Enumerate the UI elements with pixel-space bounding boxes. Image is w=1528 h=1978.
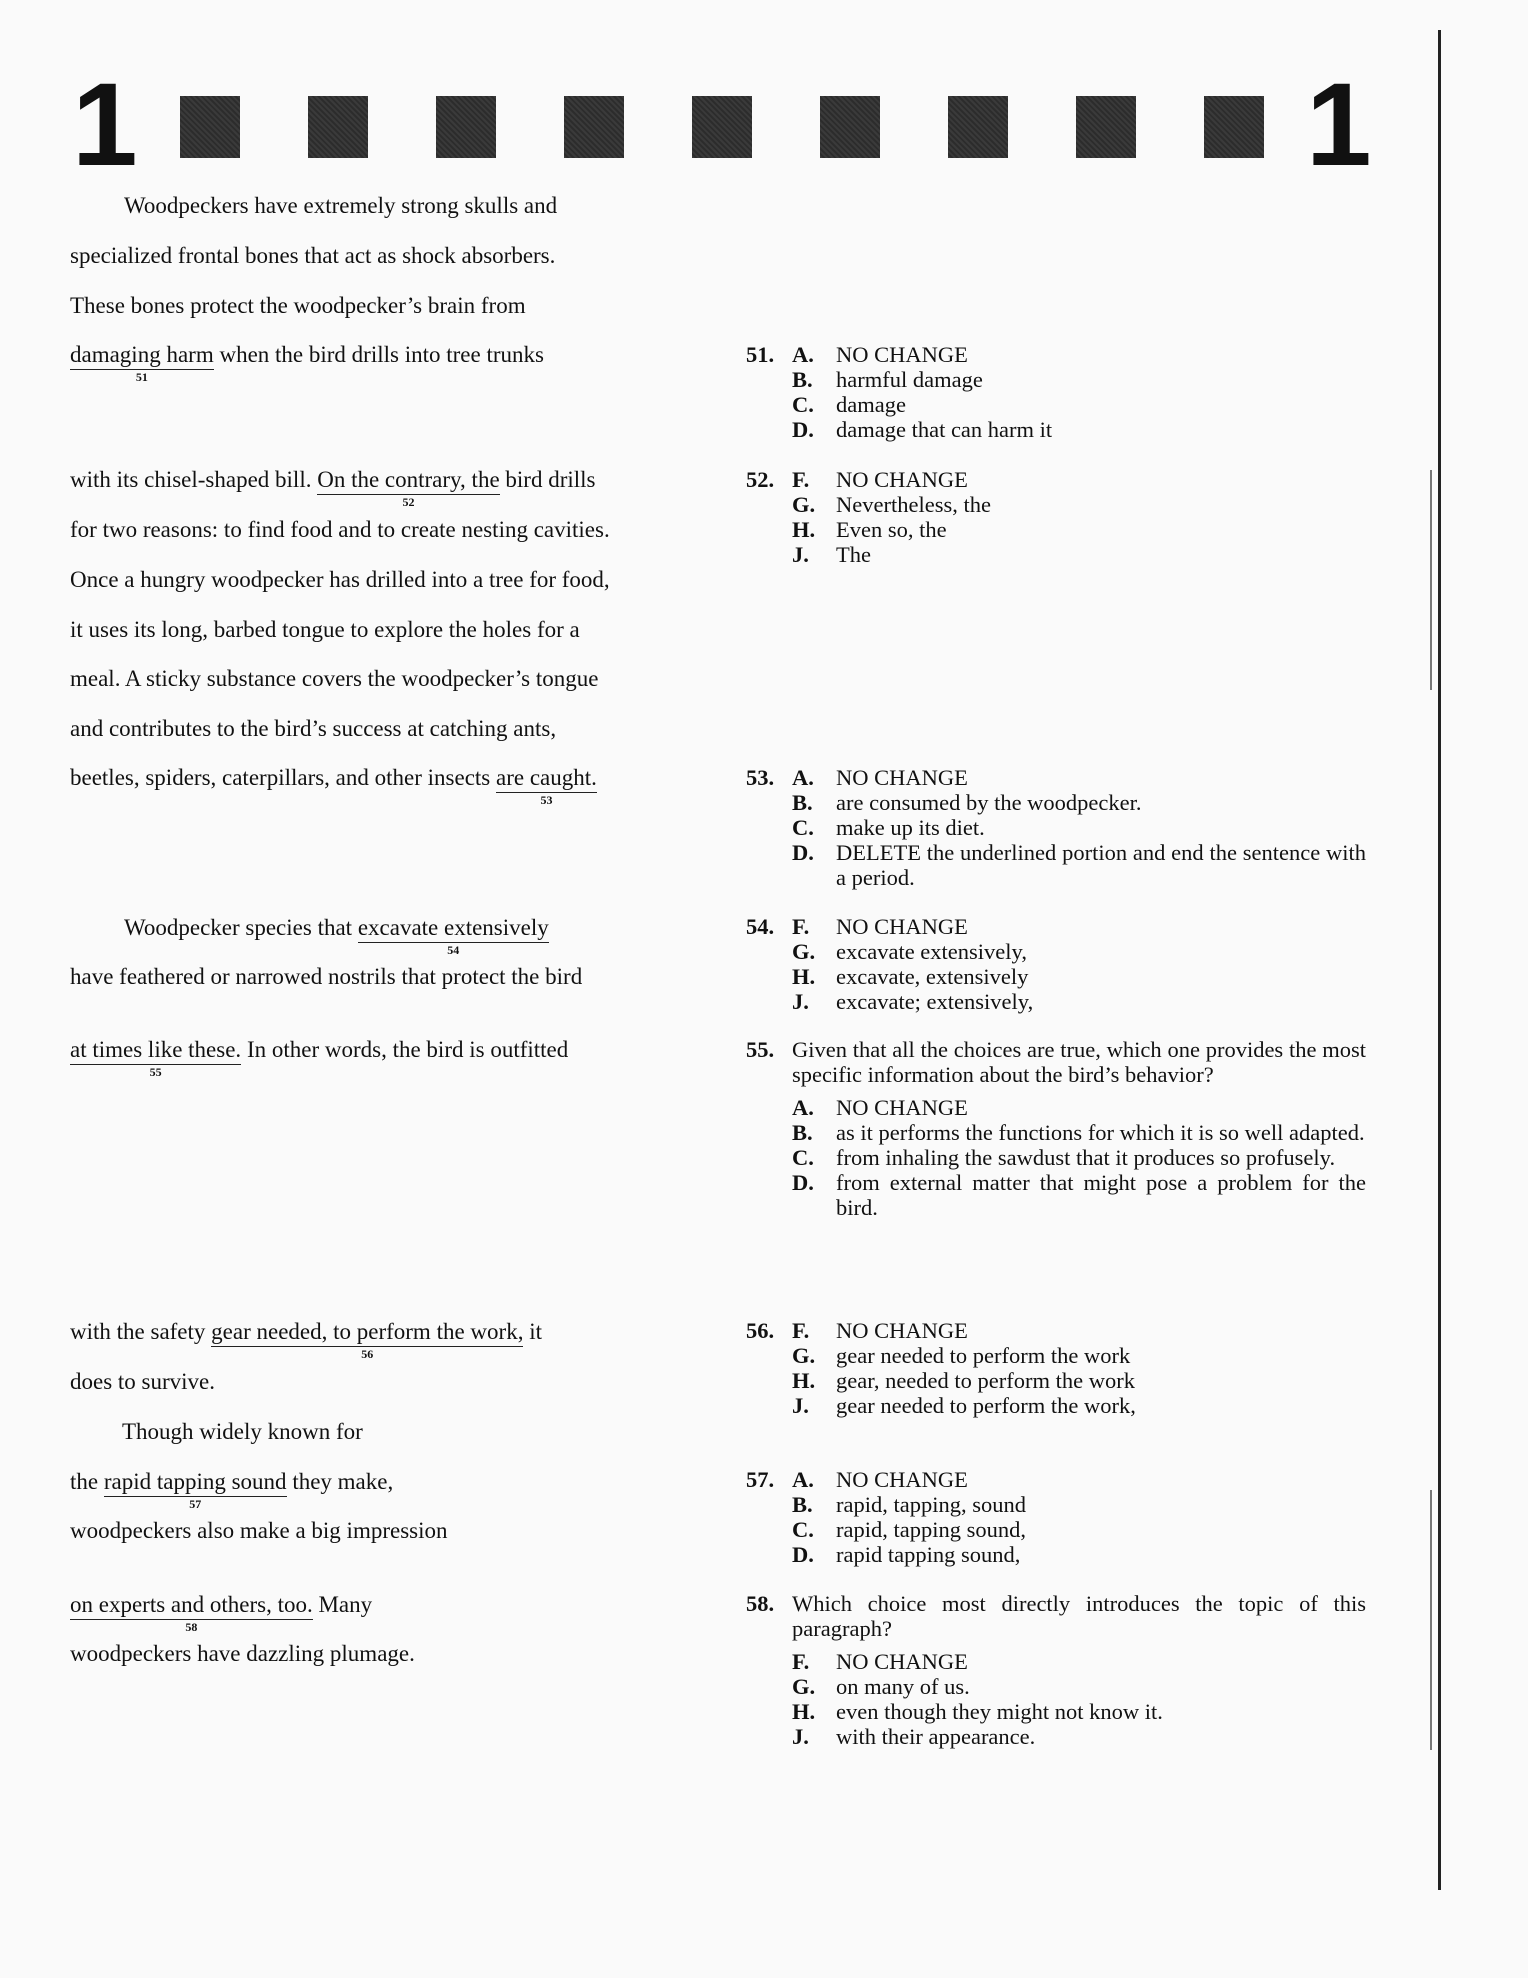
option-text[interactable]: Even so, the xyxy=(836,517,947,542)
option-letter[interactable]: F. xyxy=(792,1649,810,1674)
passage-text: when the bird drills into tree trunks xyxy=(213,342,544,367)
passage-text: woodpeckers have dazzling plumage. xyxy=(70,1641,415,1666)
question-stem: Which choice most directly introduces the topic of this paragraph? xyxy=(792,1591,1366,1641)
option-text[interactable]: on many of us. xyxy=(836,1674,970,1699)
option-text[interactable]: from external matter that might pose a problem for the bird. xyxy=(836,1170,1366,1220)
passage-line xyxy=(122,1418,363,1446)
passage-text: does to survive. xyxy=(70,1369,216,1394)
underlined-portion-56[interactable]: gear needed, to perform the work, 56 xyxy=(211,1319,524,1361)
passage-line xyxy=(70,1036,569,1079)
question-52 xyxy=(746,467,1366,567)
option-letter[interactable]: D. xyxy=(792,840,814,865)
passage-text: woodpeckers also make a big impression xyxy=(70,1518,448,1543)
passage-line xyxy=(124,914,549,957)
option-letter[interactable]: D. xyxy=(792,417,814,442)
option-text[interactable]: rapid, tapping sound, xyxy=(836,1517,1026,1542)
passage-text: Once a hungry woodpecker has drilled into a tree for food, xyxy=(70,567,610,592)
option-text[interactable]: excavate extensively, xyxy=(836,939,1027,964)
passage-line xyxy=(70,715,556,743)
question-58 xyxy=(746,1591,1366,1749)
option-letter[interactable]: A. xyxy=(792,1467,814,1492)
passage-line xyxy=(70,516,610,544)
option-letter[interactable]: C. xyxy=(792,1145,814,1170)
passage-text: Woodpecker species that xyxy=(124,915,358,940)
passage-line xyxy=(70,1318,542,1361)
question-marker-58: 58 xyxy=(185,1620,198,1634)
passage-line xyxy=(70,764,597,807)
passage-text: it uses its long, barbed tongue to explore the holes for a xyxy=(70,617,580,642)
header-square xyxy=(564,96,624,158)
section-number-left: 1 xyxy=(72,59,138,191)
passage-line xyxy=(70,242,555,270)
passage-text: have feathered or narrowed nostrils that protect the bird xyxy=(70,964,583,989)
option-text[interactable]: NO CHANGE xyxy=(836,1649,968,1674)
question-56 xyxy=(746,1318,1366,1418)
option-letter[interactable]: G. xyxy=(792,939,816,964)
question-number: 56. xyxy=(746,1318,775,1343)
passage-line xyxy=(70,1368,215,1396)
option-letter[interactable]: A. xyxy=(792,765,814,790)
question-marker-55: 55 xyxy=(149,1065,162,1079)
underlined-portion-58[interactable]: on experts and others, too. 58 xyxy=(70,1592,313,1634)
option-letter[interactable]: F. xyxy=(792,1318,810,1343)
option-text[interactable]: from inhaling the sawdust that it produces so profusely. xyxy=(836,1145,1336,1170)
passage-text: In other words, the bird is outfitted xyxy=(241,1037,569,1062)
passage-text: Though widely known for xyxy=(122,1419,363,1444)
passage-text: These bones protect the woodpecker’s brain from xyxy=(70,293,526,318)
underlined-portion-53[interactable]: are caught. 53 xyxy=(496,765,597,807)
option-text[interactable]: NO CHANGE xyxy=(836,1467,968,1492)
passage-line xyxy=(70,292,526,320)
edge-mark xyxy=(1430,1490,1432,1750)
header-square xyxy=(308,96,368,158)
header-square xyxy=(692,96,752,158)
question-55 xyxy=(746,1037,1366,1220)
option-letter[interactable]: C. xyxy=(792,1517,814,1542)
option-letter[interactable]: B. xyxy=(792,1492,813,1517)
passage-line xyxy=(70,665,598,693)
question-number: 54. xyxy=(746,914,775,939)
passage-line xyxy=(70,1517,448,1545)
passage-line xyxy=(70,616,580,644)
option-letter[interactable]: G. xyxy=(792,1674,816,1699)
underlined-portion-52[interactable]: On the contrary, the 52 xyxy=(317,467,500,509)
question-number: 51. xyxy=(746,342,775,367)
question-54 xyxy=(746,914,1366,1014)
passage-line xyxy=(70,963,582,991)
option-letter[interactable]: C. xyxy=(792,392,814,417)
option-text[interactable]: gear needed to perform the work, xyxy=(836,1393,1136,1418)
option-letter[interactable]: B. xyxy=(792,367,813,392)
option-letter[interactable]: H. xyxy=(792,1699,816,1724)
question-number: 52. xyxy=(746,467,775,492)
passage-text: specialized frontal bones that act as shock absorbers. xyxy=(70,243,556,268)
passage-text: it xyxy=(523,1319,542,1344)
option-text[interactable]: The xyxy=(836,542,871,567)
option-letter[interactable]: G. xyxy=(792,492,816,517)
option-letter[interactable]: D. xyxy=(792,1170,814,1195)
question-number: 57. xyxy=(746,1467,775,1492)
passage-text: bird drills xyxy=(499,467,596,492)
option-letter[interactable]: J. xyxy=(792,542,809,567)
question-53 xyxy=(746,765,1366,890)
option-letter[interactable]: D. xyxy=(792,1542,814,1567)
header-square xyxy=(948,96,1008,158)
option-text[interactable]: even though they might not know it. xyxy=(836,1699,1163,1724)
passage-text: with its chisel-shaped bill. xyxy=(70,467,318,492)
header-square xyxy=(820,96,880,158)
option-letter[interactable]: H. xyxy=(792,964,816,989)
option-text[interactable]: NO CHANGE xyxy=(836,342,968,367)
option-letter[interactable]: A. xyxy=(792,1095,814,1120)
question-51 xyxy=(746,342,1366,442)
option-letter[interactable]: C. xyxy=(792,815,814,840)
option-text[interactable]: NO CHANGE xyxy=(836,765,968,790)
passage-line xyxy=(124,192,557,220)
option-letter[interactable]: G. xyxy=(792,1343,816,1368)
header-square xyxy=(1204,96,1264,158)
option-text[interactable]: harmful damage xyxy=(836,367,983,392)
header-square-bar xyxy=(180,96,1260,160)
passage-text: and contributes to the bird’s success at catching ants, xyxy=(70,716,557,741)
passage-text: they make, xyxy=(286,1469,394,1494)
option-text[interactable]: with their appearance. xyxy=(836,1724,1036,1749)
option-text[interactable]: NO CHANGE xyxy=(836,1318,968,1343)
question-stem: Given that all the choices are true, which one provides the most specific information about the bird’s behavior? xyxy=(792,1037,1366,1087)
passage-line xyxy=(70,566,610,594)
passage-line xyxy=(70,466,596,509)
option-text[interactable]: rapid tapping sound, xyxy=(836,1542,1021,1567)
underlined-portion-51[interactable]: damaging harm 51 xyxy=(70,342,214,384)
option-text[interactable]: make up its diet. xyxy=(836,815,985,840)
underlined-portion-55[interactable]: at times like these. 55 xyxy=(70,1037,242,1079)
passage-line xyxy=(70,1640,415,1668)
option-letter[interactable]: J. xyxy=(792,1724,809,1749)
option-text[interactable]: DELETE the underlined portion and end the sentence with a period. xyxy=(836,840,1366,890)
option-letter[interactable]: J. xyxy=(792,989,809,1014)
underlined-portion-57[interactable]: rapid tapping sound 57 xyxy=(103,1469,287,1511)
option-text[interactable]: NO CHANGE xyxy=(836,467,968,492)
option-letter[interactable]: H. xyxy=(792,517,816,542)
option-text[interactable]: gear needed to perform the work xyxy=(836,1343,1131,1368)
option-text[interactable]: excavate, extensively xyxy=(836,964,1029,989)
header-square xyxy=(1076,96,1136,158)
option-letter[interactable]: F. xyxy=(792,467,810,492)
passage-text: meal. A sticky substance covers the woodpecker’s tongue xyxy=(70,666,599,691)
underlined-portion-54[interactable]: excavate extensively 54 xyxy=(357,915,549,957)
option-text[interactable]: gear, needed to perform the work xyxy=(836,1368,1135,1393)
passage-text: beetles, spiders, caterpillars, and other insects xyxy=(70,765,496,790)
option-text[interactable]: NO CHANGE xyxy=(836,1095,968,1120)
passage-line xyxy=(70,1591,373,1634)
option-text[interactable]: are consumed by the woodpecker. xyxy=(836,790,1142,815)
page-edge xyxy=(1438,30,1441,1890)
option-text[interactable]: damage that can harm it xyxy=(836,417,1053,442)
question-marker-57: 57 xyxy=(189,1497,202,1511)
passage-text: Many xyxy=(312,1592,373,1617)
passage-text: the xyxy=(70,1469,104,1494)
passage-text: for two reasons: to find food and to create nesting cavities. xyxy=(70,517,610,542)
question-number: 58. xyxy=(746,1591,775,1616)
header-square xyxy=(180,96,240,158)
option-letter[interactable]: F. xyxy=(792,914,810,939)
passage-line xyxy=(70,1468,394,1511)
question-marker-52: 52 xyxy=(402,495,415,509)
edge-mark xyxy=(1430,470,1432,690)
option-text[interactable]: NO CHANGE xyxy=(836,914,968,939)
question-number: 53. xyxy=(746,765,775,790)
option-text[interactable]: rapid, tapping, sound xyxy=(836,1492,1026,1517)
question-number: 55. xyxy=(746,1037,775,1062)
passage-text: Woodpeckers have extremely strong skulls and xyxy=(124,193,558,218)
option-letter[interactable]: B. xyxy=(792,790,813,815)
question-marker-51: 51 xyxy=(135,370,148,384)
question-marker-53: 53 xyxy=(540,793,553,807)
option-letter[interactable]: B. xyxy=(792,1120,813,1145)
option-text[interactable]: Nevertheless, the xyxy=(836,492,991,517)
header-square xyxy=(436,96,496,158)
option-text[interactable]: damage xyxy=(836,392,906,417)
question-marker-56: 56 xyxy=(361,1347,374,1361)
section-number-right: 1 xyxy=(1306,59,1372,191)
question-57 xyxy=(746,1467,1366,1567)
option-letter[interactable]: H. xyxy=(792,1368,816,1393)
passage-text: with the safety xyxy=(70,1319,212,1344)
option-text[interactable]: as it performs the functions for which it is so well adapted. xyxy=(836,1120,1365,1145)
option-letter[interactable]: J. xyxy=(792,1393,809,1418)
option-letter[interactable]: A. xyxy=(792,342,814,367)
option-text[interactable]: excavate; extensively, xyxy=(836,989,1034,1014)
question-marker-54: 54 xyxy=(447,943,460,957)
passage-line xyxy=(70,341,544,384)
